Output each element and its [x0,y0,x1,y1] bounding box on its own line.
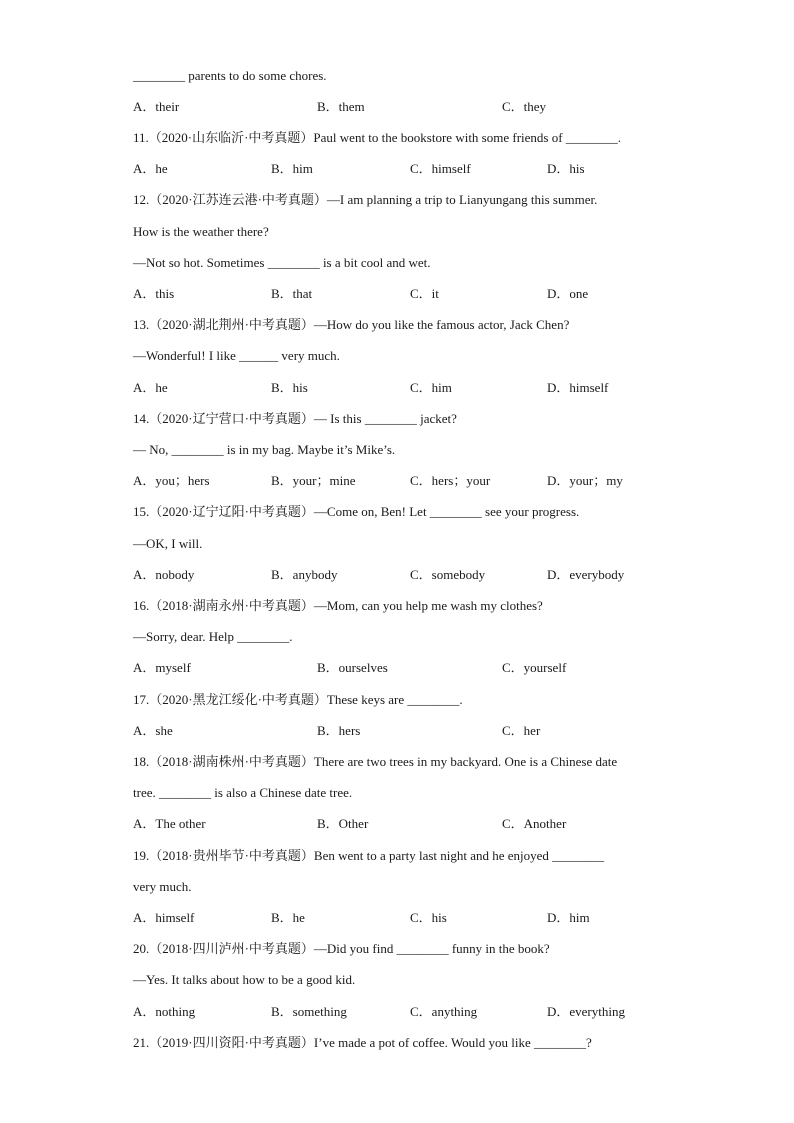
question-15-options [133,567,693,583]
option-d: D．his [547,161,585,176]
option-a: A．you；hers [133,473,210,488]
option-a: A．he [133,161,168,176]
option-b: B．he [271,910,305,925]
question-16-stem: 16.（2018·湖南永州·中考真题）—Mom, can you help me wash my clothes? [133,598,543,613]
question-20-reply: —Yes. It talks about how to be a good kid. [133,972,356,987]
question-15-stem: 15.（2020·辽宁辽阳·中考真题）—Come on, Ben! Let ________ see your progress. [133,504,580,519]
question-14-reply: — No, ________ is in my bag. Maybe it’s Mike’s. [133,442,396,457]
option-c: C．hers；your [410,473,491,488]
option-b: B．him [271,161,313,176]
question-13-stem: 13.（2020·湖北荆州·中考真题）—How do you like the famous actor, Jack Chen? [133,317,570,332]
option-c: C．her [502,723,541,738]
question-20-stem: 20.（2018·四川泸州·中考真题）—Did you find ________ funny in the book? [133,941,550,956]
question-21-stem: 21.（2019·四川资阳·中考真题）I’ve made a pot of coffee. Would you like ________? [133,1035,592,1050]
option-d: D．himself [547,380,609,395]
option-a: A．himself [133,910,195,925]
option-d: D．him [547,910,590,925]
question-12-stem-cont: How is the weather there? [133,224,269,239]
option-c: C．it [410,286,439,301]
question-11-options [133,161,693,177]
question-11-stem: 11.（2020·山东临沂·中考真题）Paul went to the bookstore with some friends of ________. [133,130,622,145]
question-12-stem: 12.（2020·江苏连云港·中考真题）—I am planning a trip to Lianyungang this summer. [133,192,598,207]
option-d: D．one [547,286,589,301]
option-b: B．ourselves [317,660,388,675]
option-c: C．anything [410,1004,478,1019]
option-c: C．yourself [502,660,567,675]
option-c: C．himself [410,161,471,176]
option-d: D．everybody [547,567,625,582]
option-b: B．hers [317,723,361,738]
option-a: A．myself [133,660,191,675]
option-b: B．something [271,1004,347,1019]
question-19-options [133,910,693,926]
question-16-reply: —Sorry, dear. Help ________. [133,629,293,644]
option-c: C．him [410,380,452,395]
question-12-reply: —Not so hot. Sometimes ________ is a bit cool and wet. [133,255,431,270]
option-a: A．this [133,286,175,301]
option-a: A．nothing [133,1004,196,1019]
question-14-options [133,473,693,489]
question-20-options [133,1004,693,1020]
question-13-reply: —Wonderful! I like ______ very much. [133,348,340,363]
option-b: B．your；mine [271,473,356,488]
option-b: B．anybody [271,567,338,582]
option-d: D．your；my [547,473,623,488]
question-13-options [133,380,693,396]
question-17-options [133,723,693,739]
question-15-reply: —OK, I will. [133,536,203,551]
question-19-stem-cont: very much. [133,879,192,894]
question-18-stem: 18.（2018·湖南株州·中考真题）There are two trees in my backyard. One is a Chinese date [133,754,618,769]
option-a: A．The other [133,816,206,831]
question-19-stem: 19.（2018·贵州毕节·中考真题）Ben went to a party last night and he enjoyed ________ [133,848,605,863]
question-14-stem: 14.（2020·辽宁营口·中考真题）— Is this ________ jacket? [133,411,457,426]
option-a: A．their [133,99,180,114]
question-10-stem-end: ________ parents to do some chores. [133,68,327,83]
option-a: A．he [133,380,168,395]
option-c: C．they [502,99,547,114]
question-12-options [133,286,693,302]
option-a: A．nobody [133,567,195,582]
option-c: C．his [410,910,447,925]
option-b: B．Other [317,816,369,831]
question-18-stem-cont: tree. ________ is also a Chinese date tree. [133,785,353,800]
option-a: A．she [133,723,173,738]
option-b: B．them [317,99,365,114]
option-b: B．that [271,286,313,301]
question-18-options [133,816,693,832]
option-d: D．everything [547,1004,625,1019]
option-c: C．Another [502,816,567,831]
option-b: B．his [271,380,308,395]
question-10-options [133,99,693,115]
question-16-options [133,660,693,676]
option-c: C．somebody [410,567,486,582]
question-17-stem: 17.（2020·黑龙江绥化·中考真题）These keys are ________. [133,692,463,707]
